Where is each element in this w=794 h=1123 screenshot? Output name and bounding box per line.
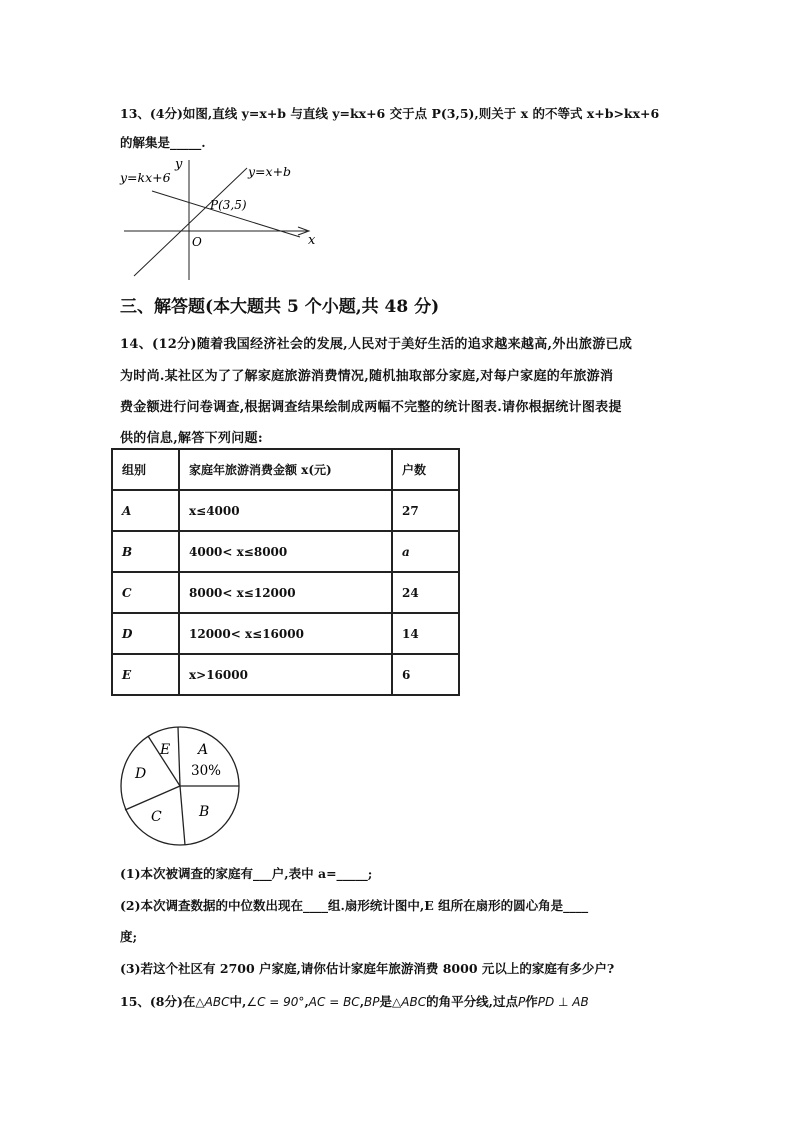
q15-triangle: △ABC — [195, 995, 230, 1009]
table-cell: 12000< x≤16000 — [179, 613, 392, 654]
q15-text-part: 的角平分线,过点 — [426, 994, 518, 1009]
pie-divider-e-a — [178, 727, 180, 786]
table-cell: C — [112, 572, 179, 613]
table-cell: D — [112, 613, 179, 654]
table-row — [112, 490, 459, 531]
pie-label-a-percent: 30% — [191, 763, 222, 779]
label-y: y — [175, 157, 183, 172]
q15-bp: BP — [364, 995, 380, 1009]
q15-equation: AC = BC — [308, 995, 360, 1009]
q14-question-3: (3)若这个社区有 2700 户家庭,请你估计家庭年旅游消费 8000 元以上的家庭有多少户? — [120, 961, 615, 976]
q15-sep: , — [304, 994, 309, 1009]
table-cell: 27 — [392, 490, 459, 531]
q15-angle: ∠C = 90° — [246, 995, 305, 1009]
table-cell: x>16000 — [179, 654, 392, 695]
pie-label-c: C — [151, 809, 162, 825]
q14-text-line1: 14、(12分)随着我国经济社会的发展,人民对于美好生活的追求越来越高,外出旅游已成 — [120, 337, 633, 352]
q14-question-2-cont: 度; — [120, 929, 138, 944]
q14-text-line4: 供的信息,解答下列问题: — [120, 431, 263, 446]
q13-text-line1: 13、(4分)如图,直线 y=x+b 与直线 y=kx+6 交于点 P(3,5),则关于 x 的不等式 x+b>kx+6 — [120, 106, 660, 121]
table-cell: 14 — [392, 613, 459, 654]
q15-point-p: P — [517, 995, 526, 1009]
table-cell: a — [392, 531, 459, 572]
pie-label-d: D — [135, 766, 147, 782]
table-header-cell: 户数 — [392, 449, 459, 490]
q13-graph — [112, 152, 327, 282]
table-row — [112, 531, 459, 572]
label-origin: O — [192, 235, 202, 249]
table-header-cell: 家庭年旅游消费金额 x(元) — [179, 449, 392, 490]
table-row — [112, 572, 459, 613]
table-header-cell: 组别 — [112, 449, 179, 490]
q14-question-1: (1)本次被调查的家庭有___户,表中 a=_____; — [120, 866, 373, 881]
table-cell: E — [112, 654, 179, 695]
table-cell: A — [112, 490, 179, 531]
q15-perpendicular: PD ⊥ AB — [537, 995, 589, 1009]
table-cell: x≤4000 — [179, 490, 392, 531]
table-cell: 8000< x≤12000 — [179, 572, 392, 613]
label-line-xb: y=x+b — [248, 164, 292, 179]
table-cell: 6 — [392, 654, 459, 695]
section-heading: 三、解答题(本大题共 5 个小题,共 48 分) — [120, 297, 440, 317]
q14-text-line3: 费金额进行问卷调查,根据调查结果绘制成两幅不完整的统计图表.请你根据统计图表提 — [120, 400, 622, 415]
pie-label-b: B — [199, 804, 210, 820]
table-row — [112, 613, 459, 654]
label-line-kx6: y=kx+6 — [120, 170, 171, 185]
q13-text-line2: 的解集是_____. — [120, 135, 206, 150]
label-point-p: P(3,5) — [210, 198, 247, 212]
pie-label-e: E — [160, 742, 171, 758]
pie-label-a: A — [198, 742, 209, 758]
q15-triangle: △ABC — [392, 995, 427, 1009]
q15-text-part: 作 — [525, 994, 538, 1009]
q15-text-part: 是 — [379, 994, 393, 1009]
pie-divider-c-d — [125, 786, 180, 810]
table-cell: B — [112, 531, 179, 572]
label-x: x — [308, 233, 316, 248]
table-cell: 24 — [392, 572, 459, 613]
q15-sep: , — [359, 994, 365, 1009]
table-cell: 4000< x≤8000 — [179, 531, 392, 572]
stats-table — [111, 448, 460, 696]
table-header-row — [112, 449, 459, 490]
pie-divider-b-c — [180, 786, 185, 845]
table-row — [112, 654, 459, 695]
q14-text-line2: 为时尚.某社区为了了解家庭旅游消费情况,随机抽取部分家庭,对每户家庭的年旅游消 — [120, 369, 614, 384]
pie-chart — [118, 722, 248, 850]
q15-text-part: 中, — [229, 994, 247, 1009]
q14-question-2: (2)本次调查数据的中位数出现在____组.扇形统计图中,E 组所在扇形的圆心角是____ — [120, 898, 589, 913]
q15-text — [120, 992, 589, 1010]
q15-prefix: 15、(8分)在 — [120, 994, 196, 1009]
